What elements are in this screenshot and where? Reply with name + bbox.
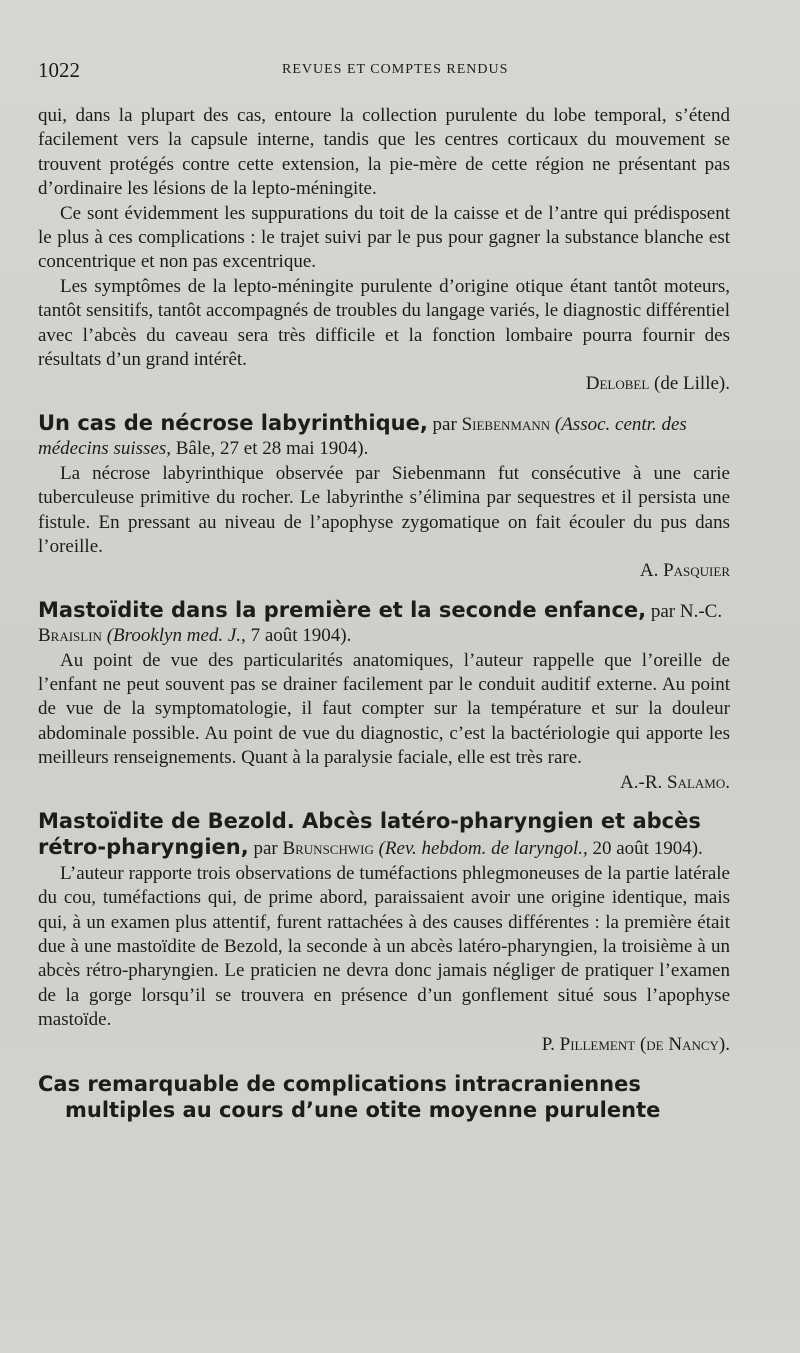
article-signature: A.-R. Salamo. [620, 771, 730, 793]
intro-paragraph-2: Ce sont évidemment les suppurations du toit de la caisse et de l’antre qui prédisposent le plus à ces complications : le trajet suivi par le pus pour gagner la substance blanche est concentrique et non pas excentrique. [38, 202, 730, 273]
article-title: Un cas de nécrose labyrinthique, [38, 410, 428, 435]
article-3-heading [38, 809, 730, 862]
article-citation: (Assoc. centr. des médecins suisses, [38, 413, 687, 460]
article-par: par [432, 413, 457, 435]
intro-paragraph-3-text: Les symptômes de la lepto-méningite purulente d’origine otique étant tantôt moteurs, tantôt sensitifs, tantôt accompagnés de troubles du langage variés, le diagnostic différentiel avec l’abcès du caveau sera très difficile et la fonction lombaire pourra fournir des résultats d’un grand intérêt. [38, 275, 730, 371]
article-1-body [38, 462, 730, 584]
page-header [38, 58, 738, 88]
article-author: Brunschwig [282, 838, 374, 860]
article-body-text: Au point de vue des particularités anatomiques, l’auteur rappelle que l’oreille de l’enfant ne peut souvent pas se drainer facilement par le conduit auditif externe. Au point de vue de la symptomatologie, il faut compter sur la température et sur la douleur abdominale possible. Au point de vue du diagnostic, c’est la bactériologie qui apporte les meilleurs renseignements. Quant à la paralysie faciale, elle est très rare. [38, 649, 730, 769]
next-article-title-line-1: Cas remarquable de complications intracraniennes [38, 1072, 641, 1097]
article-author: Siebenmann [461, 413, 551, 435]
signature-name: Delobel [585, 373, 650, 395]
next-article-title [38, 1071, 730, 1123]
article-author: N.-C. Braislin [38, 600, 723, 647]
article-body-text: La nécrose labyrinthique observée par Siebenmann fut consécutive à une carie tuberculeuse primitive du rocher. Le labyrinthe s’élimina par sequestres et il persista une fistule. En pressant au niveau de l’apophyse zygomatique on fait écouler du pus dans l’oreille. [38, 462, 730, 557]
article-title: Mastoïdite dans la première et la seconde enfance, [38, 597, 647, 622]
article-1 [38, 411, 730, 584]
article-2-body [38, 649, 730, 795]
article-2-heading [38, 598, 730, 649]
signature-place: (de Lille). [654, 373, 730, 395]
running-head: REVUES ET COMPTES RENDUS [282, 62, 509, 77]
article-2 [38, 598, 730, 795]
article-citation: (Brooklyn med. J., [106, 625, 246, 647]
article-title: Mastoïdite de Bezold. Abcès latéro-pharyngien et abcès rétro-pharyngien, [38, 808, 701, 860]
next-article-title-line-2: multiples au cours d’une otite moyenne purulente [65, 1098, 661, 1123]
intro-paragraph-1: qui, dans la plupart des cas, entoure la collection purulente du lobe temporal, s’étend facilement vers la capsule interne, tandis que les centres corticaux du mouvement se trouvent protégés contre cette extension, la pie-mère de cette région ne présentant pas d’ordinaire les lésions de la lepto-méningite. [38, 105, 730, 200]
intro-signature [38, 372, 730, 396]
article-citation-rest: Bâle, 27 et 28 mai 1904). [175, 438, 369, 460]
article-citation-rest: 20 août 1904). [592, 838, 703, 860]
article-par: par [253, 838, 278, 860]
article-citation-rest: 7 août 1904). [250, 625, 352, 647]
article-1-heading [38, 411, 730, 462]
article-3 [38, 809, 730, 1057]
article-3-body [38, 862, 730, 1057]
article-par: par [650, 600, 676, 622]
page-number: 1022 [38, 58, 80, 82]
article-citation: (Rev. hebdom. de laryngol., [378, 838, 588, 860]
page-body [38, 104, 730, 1123]
article-body-text: L’auteur rapporte trois observations de tuméfactions phlegmoneuses de la partie latérale du cou, tuméfactions qui, de prime abord, paraissaient avoir une origine identique, mais qui, à un examen plus attentif, furent rattachées à des causes différentes : la première était due à une mastoïdite de Bezold, la seconde à un abcès latéro-pharyngien, la troisième à un abcès rétro-pharyngien. Le praticien ne devra donc jamais négliger de pratiquer l’examen de la gorge lorsqu’il se trouvera en présence d’un gonflement situé sous l’apophyse mastoïde. [38, 862, 730, 1031]
article-signature: P. Pillement (de Nancy). [541, 1033, 730, 1055]
article-signature: A. Pasquier [639, 560, 730, 582]
intro-paragraph-3 [38, 275, 730, 397]
